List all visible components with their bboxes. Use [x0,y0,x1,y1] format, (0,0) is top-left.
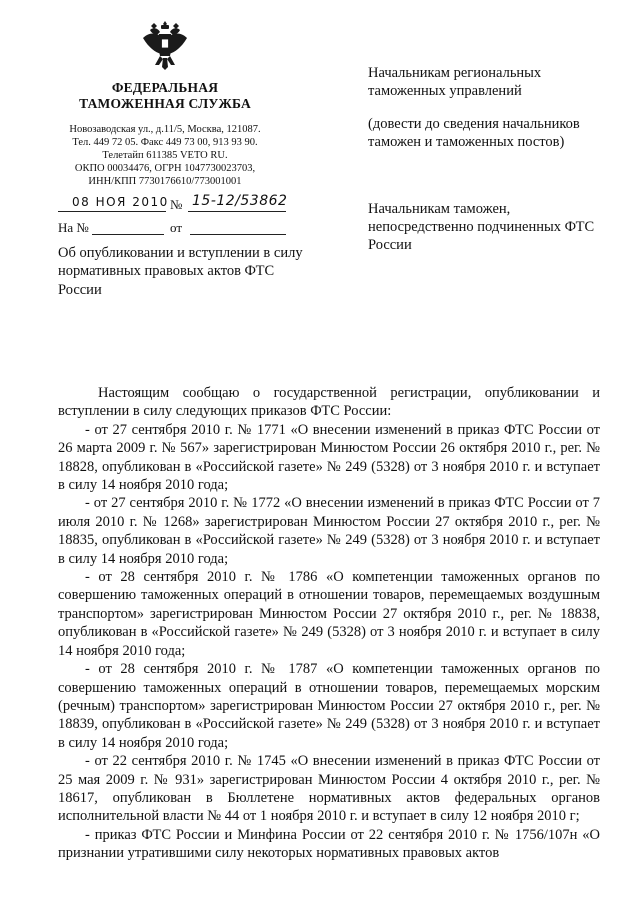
order-item: - от 27 сентября 2010 г. № 1771 «О внесении изменений в приказ ФТС России от 26 марта 2009 г. № 567» зарегистрирован Минюстом России 26 октября 2010 г., рег. № 18828, опубликован в «Российской газете» № 249 (5328) от 3 ноября 2010 г. и вступает в силу 14 ноября 2010 года; [58,421,600,494]
org-name-line-2: ТАМОЖЕННАЯ СЛУЖБА [79,96,251,111]
address-line: Новозаводская ул., д.11/5, Москва, 121087. [69,124,261,135]
letter-body [58,384,600,863]
recipient-regional: Начальникам региональных таможенных управлений [368,65,542,100]
ref-from-label: от [170,220,183,235]
order-item: - от 28 сентября 2010 г. № 1786 «О компетенции таможенных органов по совершению таможенных операций в отношении товаров, перемещаемых воздушным транспортом» зарегистрирован Минюстом России 27 октября 2010 г., рег. № 18838, опубликован в «Российской газете» № 249 (5328) от 3 ноября 2010 г. и вступает в силу 14 ноября 2010 года; [58,569,600,659]
address-line: ИНН/КПП 7730176610/773001001 [88,176,242,187]
document-date: 08 НОЯ 2010 [72,195,169,209]
order-item: - от 22 сентября 2010 г. № 1745 «О внесении изменений в приказ ФТС России от 25 мая 2009 г. № 931» зарегистрирован Минюстом России 4 октября 2010 г., рег. № 18617, опубликован в Бюллетене нормативных актов федеральных органов исполнительной власти № 44 от 1 ноября 2010 г. и вступает в силу 12 ноября 2010 г; [58,753,600,825]
org-name-line-1: ФЕДЕРАЛЬНАЯ [111,80,219,95]
ref-date-underline [190,220,286,235]
number-sign: № [170,197,183,212]
order-item: - приказ ФТС России и Минфина России от 22 сентября 2010 г. № 1756/107н «О признании утратившими силу некоторых нормативных правовых актов [58,826,600,862]
ref-label: На № [58,220,89,235]
order-item: - от 28 сентября 2010 г. № 1787 «О компетенции таможенных органов по совершению таможенных операций в отношении товаров, перемещаемых морским (речным) транспортом» зарегистрирован Минюстом России 27 октября 2010 г., рег. № 18839, опубликован в «Российской газете» № 249 (5328) от 3 ноября 2010 г. и вступает в силу 14 ноября 2010 года; [58,661,600,751]
document-number: 15-12/53862 [192,193,288,209]
coat-of-arms-icon [141,18,189,72]
address-line: Телетайп 611385 VETO RU. [102,150,228,161]
body-intro: Настоящим сообщаю о государственной регистрации, опубликовании и вступлении в силу следующих приказов ФТС России: [58,385,600,420]
document-subject: Об опубликовании и вступлении в силу нормативных правовых актов ФТС России [58,245,303,298]
order-item: - от 27 сентября 2010 г. № 1772 «О внесении изменений в приказ ФТС России от 7 июля 2010 г. № 1268» зарегистрирован Минюстом России 27 октября 2010 г., рег. № 18835, опубликован в «Российской газете» № 249 (5328) от 3 ноября 2010 г. и вступает в силу 14 ноября 2010 года; [58,495,600,567]
recipient-customs: Начальникам таможен, непосредственно подчиненных ФТС России [368,201,595,254]
address-line: Тел. 449 72 05. Факс 449 73 00, 913 93 90. [72,137,258,148]
ref-number-underline [92,220,164,235]
recipient-note: (довести до сведения начальников таможен и таможенных постов) [368,116,580,151]
address-line: ОКПО 00034476, ОГРН 1047730023703, [74,163,256,174]
